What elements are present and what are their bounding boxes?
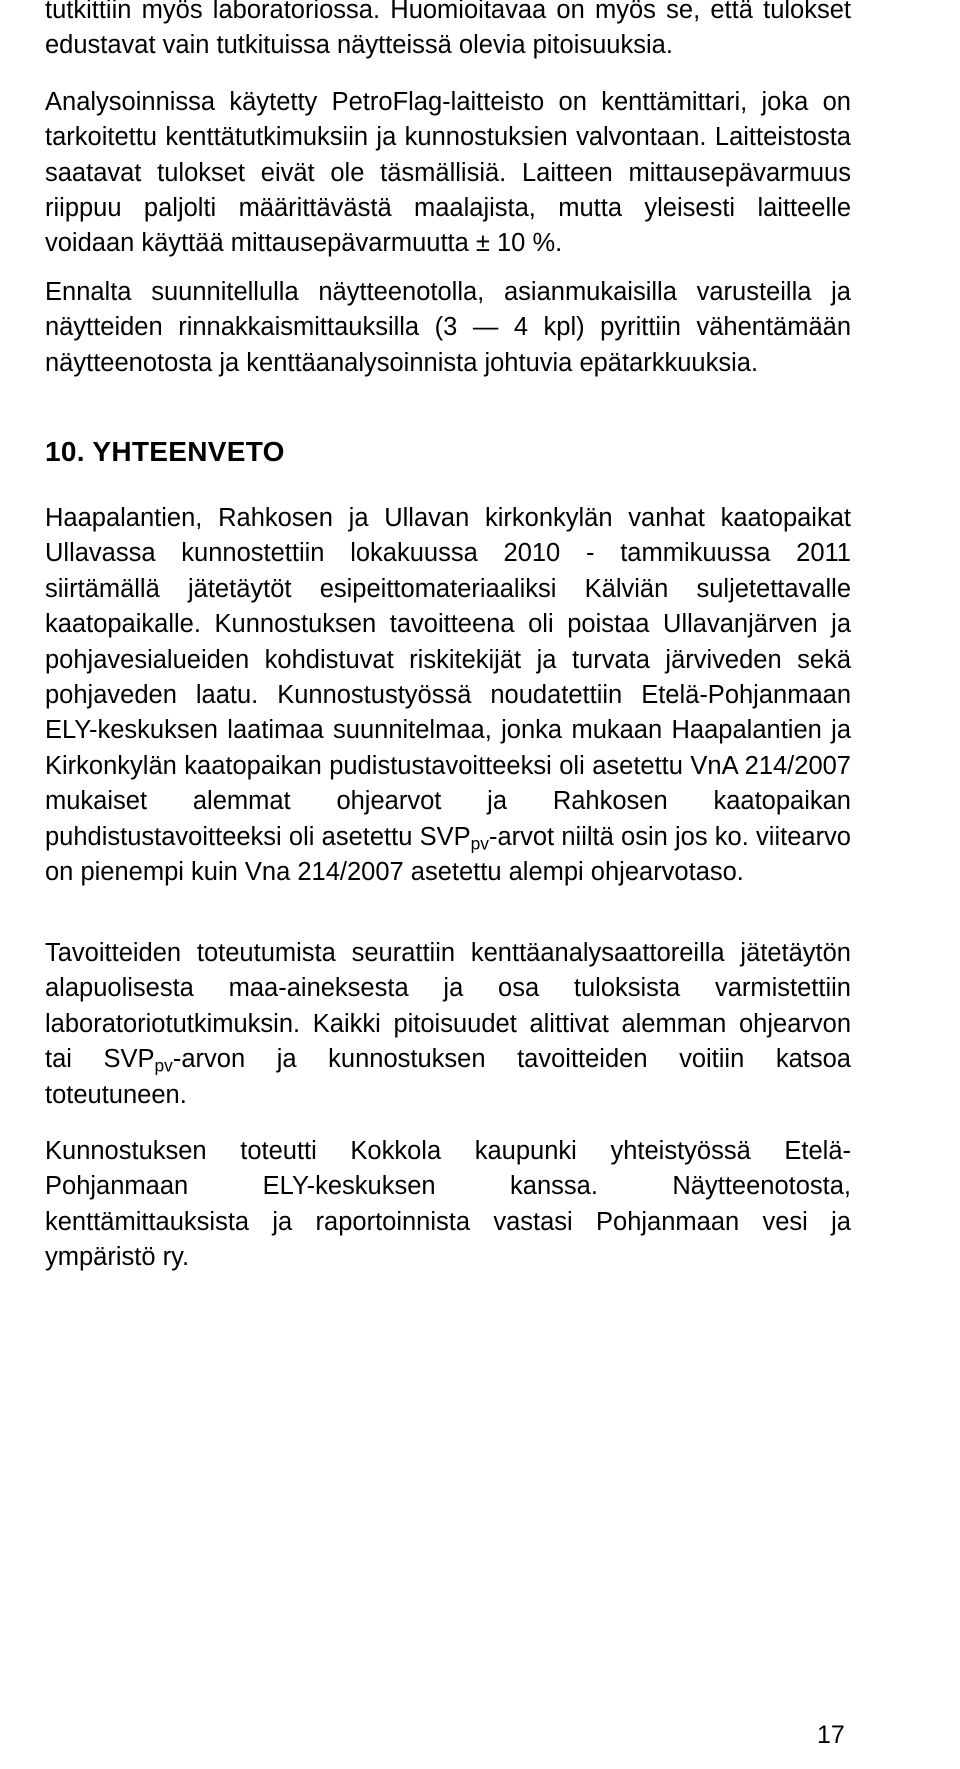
paragraph-analysis-equipment: Analysoinnissa käytetty PetroFlag-laitteisto on kenttämittari, joka on tarkoitettu kenttätutkimuksiin ja kunnostuksien valvontaan. Laitteistosta saatavat tulokset eivät ole täsmällisiä. Laitteen mittausepävarmuus riippuu paljolti määrittävästä maalajista, mutta yleisesti laitteelle voidaan käyttää mittausepävarmuutta ± 10 %. [45, 88, 851, 258]
paragraph-summary-monitoring [45, 936, 851, 1113]
section-heading: 10. YHTEENVETO [45, 436, 285, 467]
svp-subscript: pv [154, 1055, 173, 1076]
paragraph-sampling: Ennalta suunnitellulla näytteenotolla, asianmukaisilla varusteilla ja näytteiden rinnakkaismittauksilla (3 — 4 kpl) pyrittiin vähentämään näytteenotosta ja kenttäanalysoinnista johtuvia epätarkkuuksia. [45, 278, 851, 377]
summary-text-part1: Haapalantien, Rahkosen ja Ullavan kirkonkylän vanhat kaatopaikat Ullavassa kunnostettiin lokakuussa 2010 - tammikuussa 2011 siirtämällä jätetäytöt esipeittomateriaaliksi Kälviän suljetettavalle kaatopaikalle. Kunnostuksen tavoitteena oli poistaa Ullavanjärven ja pohjavesialueiden kohdistuvat riskitekijät ja turvata järviveden sekä pohjaveden laatu. Kunnostustyössä noudatettiin Etelä-Pohjanmaan ELY-keskuksen laatimaa suunnitelmaa, jonka mukaan Haapalantien ja Kirkonkylän kaatopaikan pudistustavoitteeksi oli asetettu VnA 214/2007 mukaiset alemmat ohjearvot ja Rahkosen kaatopaikan puhdistustavoitteeksi oli asetettu SVP [45, 504, 851, 851]
paragraph-results-note: tutkittiin myös laboratoriossa. Huomioitavaa on myös se, että tulokset edustavat vain tutkituissa näytteissä olevia pitoisuuksia. [45, 0, 851, 60]
summary-text-part2: -arvot niiltä osin jos ko. viitearvo on pienempi kuin Vna 214/2007 asetettu alempi ohjearvotaso. [45, 822, 851, 887]
svp-subscript: pv [470, 832, 489, 853]
monitoring-text-part1: Tavoitteiden toteutumista seurattiin kenttäanalysaattoreilla jätetäytön alapuolisesta maa-aineksesta ja osa tuloksista varmistettiin laboratoriotutkimuksin. Kaikki pitoisuudet alittivat alemman ohjearvon tai SVP [45, 939, 851, 1074]
page-number: 17 [817, 1721, 845, 1749]
paragraph-summary-implementation: Kunnostuksen toteutti Kokkola kaupunki yhteistyössä Etelä-Pohjanmaan ELY-keskuksen kanssa. Näytteenotosta, kenttämittauksista ja raportoinnista vastasi Pohjanmaan vesi ja ympäristö ry. [45, 1137, 851, 1272]
monitoring-text-part2: -arvon ja kunnostuksen tavoitteiden voitiin katsoa toteutuneen. [45, 1045, 851, 1109]
paragraph-summary-remediation [45, 501, 851, 890]
